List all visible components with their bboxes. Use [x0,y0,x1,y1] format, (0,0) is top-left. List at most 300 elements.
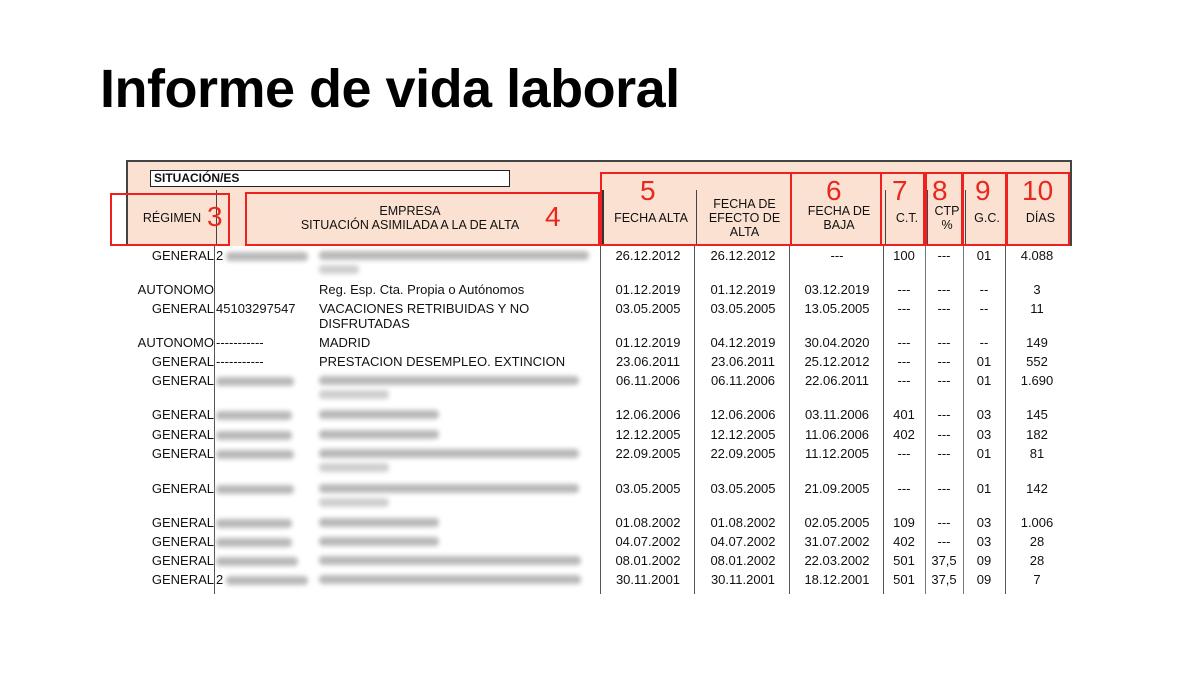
row-ct-text: 109 [893,515,915,530]
row-gc [964,407,1004,422]
row-id-text: 45103297547 [216,301,296,316]
row-gc [964,282,1004,297]
row-ct [884,373,924,388]
row-fecha-efecto [696,282,790,297]
row-fecha-efecto-text: 03.05.2005 [710,481,776,496]
header-dias: DÍAS [1007,190,1073,246]
row-gc-text: 09 [976,553,992,568]
row-ct [884,553,924,568]
row-fecha-baja [791,553,883,568]
row-dias-text: 81 [1029,446,1045,461]
row-fecha-efecto [696,373,790,388]
row-ctp [926,515,962,530]
redacted-block [216,557,298,566]
row-ctp [926,534,962,549]
row-id [216,335,316,350]
header-fecha-efecto-line3: ALTA [729,225,760,239]
row-fecha-alta [602,553,694,568]
header-ct: C.T. [885,190,928,246]
row-empresa [319,407,599,419]
row-empresa [319,427,599,439]
row-regimen-text: GENERAL [151,572,214,587]
row-ct-text: 402 [893,427,915,442]
row-regimen [130,534,214,549]
row-ct-text: 401 [893,407,915,422]
redacted-block [319,484,579,493]
row-regimen-text: GENERAL [151,301,214,316]
row-regimen-text: GENERAL [151,553,214,568]
row-ctp-text: 37,5 [931,553,957,568]
row-ctp-text: --- [937,373,951,388]
row-dias [1006,301,1068,316]
row-ct [884,354,924,369]
row-id-text: ----------- [216,335,264,350]
row-fecha-baja-text: 03.11.2006 [804,407,870,422]
row-id [216,446,316,461]
redacted-block [216,519,292,528]
row-fecha-baja-text: 11.12.2005 [804,446,870,461]
row-gc-text: 03 [976,407,992,422]
row-dias-text: 4.088 [1020,248,1054,263]
redacted-block [226,576,308,585]
annotation-box-5 [600,172,792,246]
row-fecha-alta [602,515,694,530]
annotation-number-6: 6 [826,175,842,206]
header-fecha-alta: FECHA ALTA [602,190,698,246]
row-fecha-baja [791,248,883,263]
redacted-block [216,485,294,494]
row-fecha-baja [791,481,883,496]
header-fecha-efecto-line2: EFECTO DE [708,211,781,225]
annotation-number-4: 4 [545,201,561,232]
row-gc [964,427,1004,442]
header-empresa-line1: EMPRESA [379,204,441,218]
row-id [216,553,316,568]
row-fecha-efecto-text: 26.12.2012 [710,248,776,263]
row-fecha-alta-text: 01.12.2019 [615,335,681,350]
row-fecha-baja-text: 22.06.2011 [804,373,870,388]
row-dias [1006,335,1068,350]
row-ct-text: --- [897,354,911,369]
redacted-block [216,377,294,386]
row-fecha-alta [602,282,694,297]
row-regimen [130,553,214,568]
row-dias [1006,553,1068,568]
row-regimen [130,301,214,316]
row-empresa [319,446,599,472]
row-fecha-baja [791,301,883,316]
row-fecha-efecto [696,553,790,568]
row-id [216,354,316,369]
row-fecha-baja [791,335,883,350]
row-gc [964,572,1004,587]
row-regimen-text: GENERAL [151,481,214,496]
row-fecha-baja-text: 13.05.2005 [804,301,870,316]
row-fecha-alta-text: 12.12.2005 [615,427,681,442]
row-regimen [130,373,214,388]
row-fecha-efecto-text: 08.01.2002 [710,553,776,568]
row-fecha-efecto-text: 04.12.2019 [710,335,776,350]
row-fecha-baja [791,407,883,422]
row-regimen-text: GENERAL [151,407,214,422]
row-dias-text: 1.006 [1020,515,1054,530]
row-ctp-text: --- [937,534,951,549]
row-ctp [926,446,962,461]
row-id [216,515,316,530]
row-ctp-text: --- [937,407,951,422]
row-fecha-baja-text: 02.05.2005 [804,515,870,530]
row-ctp-text: --- [937,335,951,350]
redacted-block [216,450,294,459]
row-fecha-alta-text: 01.12.2019 [615,282,681,297]
row-ctp [926,335,962,350]
row-fecha-alta-text: 03.05.2005 [615,481,681,496]
row-fecha-alta-text: 30.11.2001 [615,572,681,587]
row-fecha-baja [791,282,883,297]
header-ctp-line2: % [941,218,953,232]
row-id [216,481,316,496]
row-gc-text: 01 [976,248,992,263]
row-fecha-alta [602,572,694,587]
row-ct [884,427,924,442]
row-fecha-efecto [696,515,790,530]
row-empresa [319,481,599,507]
row-regimen-text: GENERAL [151,248,214,263]
row-fecha-alta [602,354,694,369]
row-fecha-baja [791,572,883,587]
row-gc-text: 09 [976,572,992,587]
row-ct [884,572,924,587]
redacted-block [319,498,389,507]
row-fecha-baja [791,373,883,388]
row-gc-text: 03 [976,515,992,530]
row-ct [884,515,924,530]
redacted-block [319,410,439,419]
row-fecha-alta-text: 26.12.2012 [615,248,681,263]
row-dias [1006,534,1068,549]
row-dias-text: 182 [1026,427,1048,442]
header-fecha-baja-line1: FECHA DE [807,204,871,218]
row-ctp [926,427,962,442]
row-ctp-text: --- [937,515,951,530]
redacted-block [216,411,292,420]
row-fecha-baja [791,515,883,530]
row-ctp-text: 37,5 [931,572,957,587]
row-fecha-efecto [696,407,790,422]
row-gc [964,481,1004,496]
row-ctp-text: --- [937,427,951,442]
redacted-block [216,431,292,440]
row-fecha-efecto [696,534,790,549]
row-regimen [130,248,214,263]
redacted-block [319,556,581,565]
row-fecha-baja-text: --- [830,248,844,263]
row-ct-text: 501 [893,572,915,587]
row-fecha-efecto-text: 23.06.2011 [710,354,776,369]
row-dias [1006,354,1068,369]
row-dias-text: 7 [1033,572,1041,587]
row-regimen [130,407,214,422]
row-fecha-alta [602,335,694,350]
row-ct [884,534,924,549]
row-gc [964,534,1004,549]
row-fecha-alta [602,248,694,263]
row-id [216,301,316,316]
row-empresa [319,515,599,527]
row-dias-text: 142 [1026,481,1048,496]
row-fecha-efecto-text: 01.08.2002 [710,515,776,530]
row-dias [1006,481,1068,496]
annotation-number-10: 10 [1022,175,1054,206]
row-fecha-baja-text: 31.07.2002 [804,534,870,549]
row-fecha-baja-text: 11.06.2006 [804,427,870,442]
row-fecha-alta-text: 08.01.2002 [615,553,681,568]
row-fecha-efecto [696,335,790,350]
row-dias [1006,373,1068,388]
row-gc-text: -- [979,335,989,350]
row-fecha-alta-text: 23.06.2011 [615,354,681,369]
row-fecha-efecto [696,572,790,587]
annotation-number-9: 9 [975,175,991,206]
row-fecha-alta-text: 12.06.2006 [615,407,681,422]
row-ct-text: 402 [893,534,915,549]
row-gc [964,446,1004,461]
row-ct [884,481,924,496]
row-fecha-efecto-text: 22.09.2005 [710,446,776,461]
row-ctp [926,553,962,568]
row-fecha-baja-text: 22.03.2002 [804,553,870,568]
row-ctp [926,407,962,422]
row-gc-text: 01 [976,354,992,369]
row-gc [964,335,1004,350]
redacted-block [319,449,579,458]
row-ctp-text: --- [937,301,951,316]
row-fecha-efecto-text: 04.07.2002 [710,534,776,549]
row-empresa [319,248,599,274]
row-regimen-text: AUTONOMO [137,335,214,350]
row-dias [1006,248,1068,263]
row-fecha-efecto [696,354,790,369]
row-ct [884,282,924,297]
row-fecha-efecto [696,248,790,263]
row-ct-text: --- [897,373,911,388]
header-ctp-line1: CTP [934,204,960,218]
row-id [216,427,316,442]
row-ctp [926,373,962,388]
row-ct [884,407,924,422]
row-regimen [130,354,214,369]
row-fecha-baja [791,354,883,369]
row-fecha-efecto-text: 12.12.2005 [710,427,776,442]
row-empresa-text: VACACIONES RETRIBUIDAS Y NO DISFRUTADAS [319,301,530,331]
row-id [216,248,316,263]
redacted-block [319,251,589,260]
row-dias-text: 149 [1026,335,1048,350]
row-gc [964,553,1004,568]
row-fecha-alta-text: 03.05.2005 [615,301,681,316]
row-ctp [926,282,962,297]
row-regimen [130,335,214,350]
row-fecha-efecto-text: 30.11.2001 [710,572,776,587]
row-fecha-alta [602,446,694,461]
row-fecha-efecto [696,481,790,496]
page-title: Informe de vida laboral [100,59,680,119]
row-id-text: 2 [216,572,224,587]
row-ct [884,446,924,461]
redacted-block [319,575,581,584]
row-ct-text: --- [897,446,911,461]
row-fecha-baja-text: 03.12.2019 [804,282,870,297]
row-gc-text: 01 [976,446,992,461]
row-gc [964,248,1004,263]
row-empresa [319,354,599,369]
row-gc-text: -- [979,301,989,316]
row-fecha-alta-text: 04.07.2002 [615,534,681,549]
row-fecha-alta [602,534,694,549]
row-fecha-alta [602,373,694,388]
row-empresa-text: MADRID [319,335,371,350]
row-ctp [926,481,962,496]
row-gc [964,301,1004,316]
row-ctp [926,301,962,316]
annotation-number-7: 7 [892,175,908,206]
header-gc: G.C. [965,190,1008,246]
redacted-block [226,252,308,261]
row-ct-text: --- [897,335,911,350]
redacted-block [319,390,389,399]
row-gc [964,354,1004,369]
header-regimen: RÉGIMEN [142,211,202,225]
row-dias [1006,427,1068,442]
row-dias-text: 145 [1026,407,1048,422]
row-dias [1006,282,1068,297]
row-ctp-text: --- [937,248,951,263]
row-regimen-text: GENERAL [151,446,214,461]
row-ct-text: --- [897,481,911,496]
row-regimen-text: GENERAL [151,534,214,549]
redacted-block [319,537,439,546]
redacted-block [319,463,389,472]
row-dias [1006,446,1068,461]
redacted-block [216,538,292,547]
row-ct-text: --- [897,301,911,316]
row-id-text: ----------- [216,354,264,369]
row-empresa-text: PRESTACION DESEMPLEO. EXTINCION [319,354,566,369]
column-separator [214,246,215,594]
row-empresa [319,572,599,584]
row-ct [884,301,924,316]
row-regimen [130,446,214,461]
row-dias-text: 3 [1033,282,1041,297]
row-regimen-text: AUTONOMO [137,282,214,297]
row-empresa-text: Reg. Esp. Cta. Propia o Autónomos [319,282,525,297]
row-empresa [319,534,599,546]
header-empresa-line2: SITUACIÓN ASIMILADA A LA DE ALTA [300,218,520,232]
row-ct [884,335,924,350]
row-fecha-efecto [696,446,790,461]
row-ctp-text: --- [937,282,951,297]
row-fecha-baja-text: 18.12.2001 [804,572,870,587]
row-fecha-baja [791,534,883,549]
column-separator [694,246,695,594]
row-gc-text: 01 [976,373,992,388]
row-ctp-text: --- [937,446,951,461]
redacted-block [319,376,579,385]
row-fecha-efecto-text: 01.12.2019 [710,282,776,297]
row-fecha-baja [791,427,883,442]
row-id [216,572,316,587]
row-ctp [926,572,962,587]
row-gc [964,515,1004,530]
row-fecha-alta [602,427,694,442]
row-ctp-text: --- [937,481,951,496]
row-gc-text: 03 [976,427,992,442]
redacted-block [319,430,439,439]
row-fecha-efecto-text: 03.05.2005 [710,301,776,316]
row-dias [1006,515,1068,530]
row-fecha-efecto-text: 06.11.2006 [710,373,776,388]
annotation-number-8: 8 [932,175,948,206]
row-dias [1006,407,1068,422]
row-dias-text: 28 [1029,553,1045,568]
row-dias-text: 552 [1026,354,1048,369]
row-regimen [130,481,214,496]
row-regimen-text: GENERAL [151,515,214,530]
row-dias-text: 11 [1030,301,1044,316]
row-ctp [926,354,962,369]
row-fecha-alta-text: 01.08.2002 [615,515,681,530]
row-regimen-text: GENERAL [151,427,214,442]
row-ct-text: 501 [893,553,915,568]
row-fecha-alta [602,407,694,422]
situacion-label: SITUACIÓN/ES [150,170,510,187]
row-empresa [319,373,599,399]
row-fecha-alta-text: 22.09.2005 [615,446,681,461]
row-fecha-efecto [696,427,790,442]
row-fecha-baja-text: 21.09.2005 [804,481,870,496]
column-separator [600,246,601,594]
annotation-number-3: 3 [207,201,223,232]
row-gc-text: 01 [976,481,992,496]
row-ct-text: --- [897,282,911,297]
row-ct-text: 100 [893,248,915,263]
row-empresa [319,282,599,297]
row-regimen [130,427,214,442]
row-regimen [130,572,214,587]
row-fecha-baja-text: 30.04.2020 [804,335,870,350]
row-regimen-text: GENERAL [151,354,214,369]
redacted-block [319,265,359,274]
row-ctp-text: --- [937,354,951,369]
row-fecha-alta-text: 06.11.2006 [615,373,681,388]
row-fecha-alta [602,301,694,316]
row-dias-text: 28 [1029,534,1045,549]
row-id-text: 2 [216,248,224,263]
row-gc [964,373,1004,388]
row-regimen [130,282,214,297]
header-fecha-baja-line2: BAJA [823,218,855,232]
row-dias-text: 1.690 [1020,373,1054,388]
redacted-block [319,518,439,527]
row-id [216,373,316,388]
row-dias [1006,572,1068,587]
row-fecha-efecto [696,301,790,316]
row-empresa [319,335,599,350]
row-fecha-baja-text: 25.12.2012 [804,354,870,369]
row-id [216,407,316,422]
row-empresa [319,553,599,565]
row-gc-text: 03 [976,534,992,549]
